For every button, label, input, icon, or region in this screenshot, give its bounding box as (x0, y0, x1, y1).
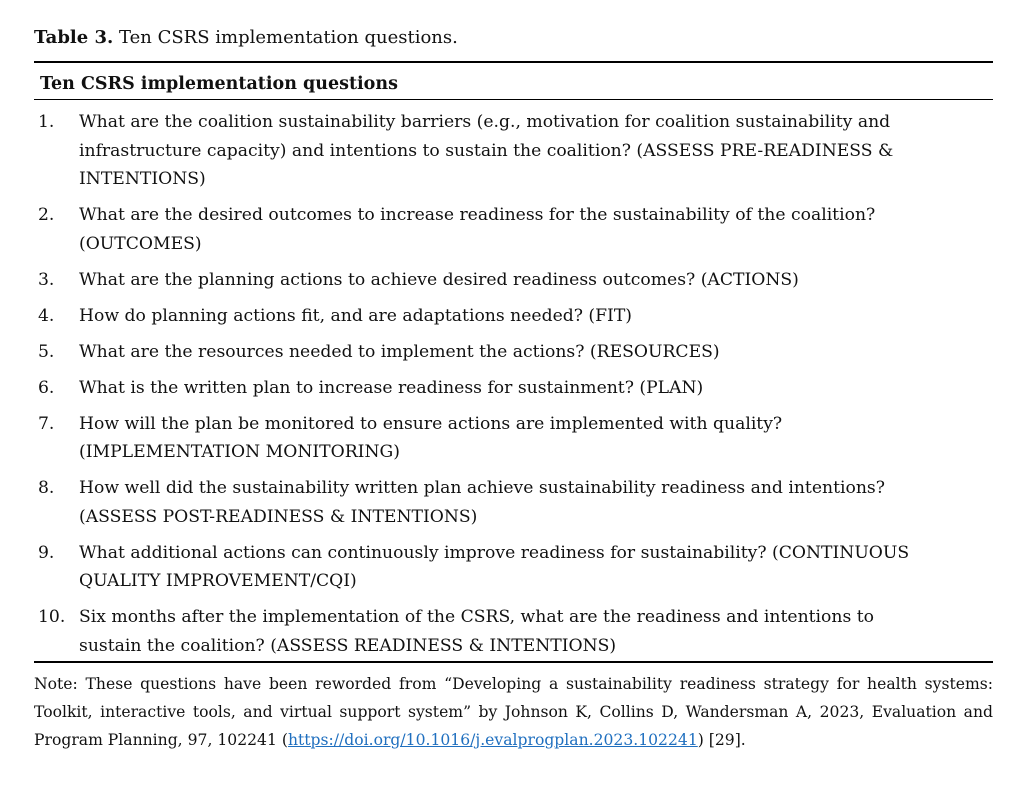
table-row (34, 603, 993, 660)
row-question: What are the desired outcomes to increase readiness for the sustainability of the coalition? (OUTCOMES) (79, 205, 876, 254)
row-number: 8. (38, 478, 55, 498)
table-caption (34, 26, 458, 50)
note-text: Note: These questions have been reworded from “Developing a sustainability readiness strategy for health systems: Toolkit, interactive tools, and virtual support system” by Johnson K, Collins D, Wandersman A, 2023, Evaluation and Program Planning, 97, 102241 ( (34, 675, 993, 749)
row-number: 4. (38, 305, 55, 326)
table-header-rule (34, 99, 993, 100)
table-row (34, 201, 993, 258)
table-row (34, 374, 993, 403)
row-number: 3. (38, 269, 55, 290)
row-number: 2. (38, 205, 55, 225)
row-question: How will the plan be monitored to ensure actions are implemented with quality? (IMPLEMENTATION MONITORING) (79, 413, 783, 462)
row-number: 5. (38, 341, 55, 362)
table-bottom-rule (34, 661, 993, 663)
row-number: 7. (38, 413, 55, 434)
row-question: What are the coalition sustainability barriers (e.g., motivation for coalition sustainability and infrastructure capacity) and intentions to sustain the coalition? (ASSESS PRE-READINESS & INTENTIONS) (79, 112, 894, 189)
note-suffix: ) [29]. (697, 731, 746, 749)
question-list (34, 108, 993, 668)
row-number: 1. (38, 112, 55, 132)
row-question: What are the planning actions to achieve desired readiness outcomes? (ACTIONS) (79, 269, 799, 290)
row-number: 10. (38, 607, 66, 627)
table-row (34, 302, 993, 331)
row-question: What is the written plan to increase readiness for sustainment? (PLAN) (79, 377, 704, 398)
table-row (34, 539, 993, 596)
table-caption-label: Table 3. (34, 27, 114, 48)
row-question: What are the resources needed to implement the actions? (RESOURCES) (79, 341, 720, 362)
row-question: How well did the sustainability written plan achieve sustainability readiness and intentions? (ASSESS POST-READINESS & INTENTIONS) (79, 478, 885, 527)
row-number: 6. (38, 377, 55, 398)
row-question: How do planning actions fit, and are adaptations needed? (FIT) (79, 305, 633, 326)
table-row (34, 474, 993, 531)
table-header: Ten CSRS implementation questions (40, 74, 398, 94)
table-row (34, 410, 993, 467)
row-question: What additional actions can continuously improve readiness for sustainability? (CONTINUOUS QUALITY IMPROVEMENT/CQI) (79, 542, 910, 591)
table-row (34, 266, 993, 295)
doi-link[interactable]: https://doi.org/10.1016/j.evalprogplan.2023.102241 (287, 731, 698, 749)
row-question: Six months after the implementation of the CSRS, what are the readiness and intentions to sustain the coalition? (ASSESS READINESS & INTENTIONS) (79, 607, 875, 656)
table-top-rule (34, 61, 993, 63)
table-row (34, 108, 993, 194)
table-row (34, 338, 993, 367)
row-number: 9. (38, 542, 55, 563)
table-caption-title: Ten CSRS implementation questions. (113, 27, 458, 48)
table-note (34, 670, 993, 754)
